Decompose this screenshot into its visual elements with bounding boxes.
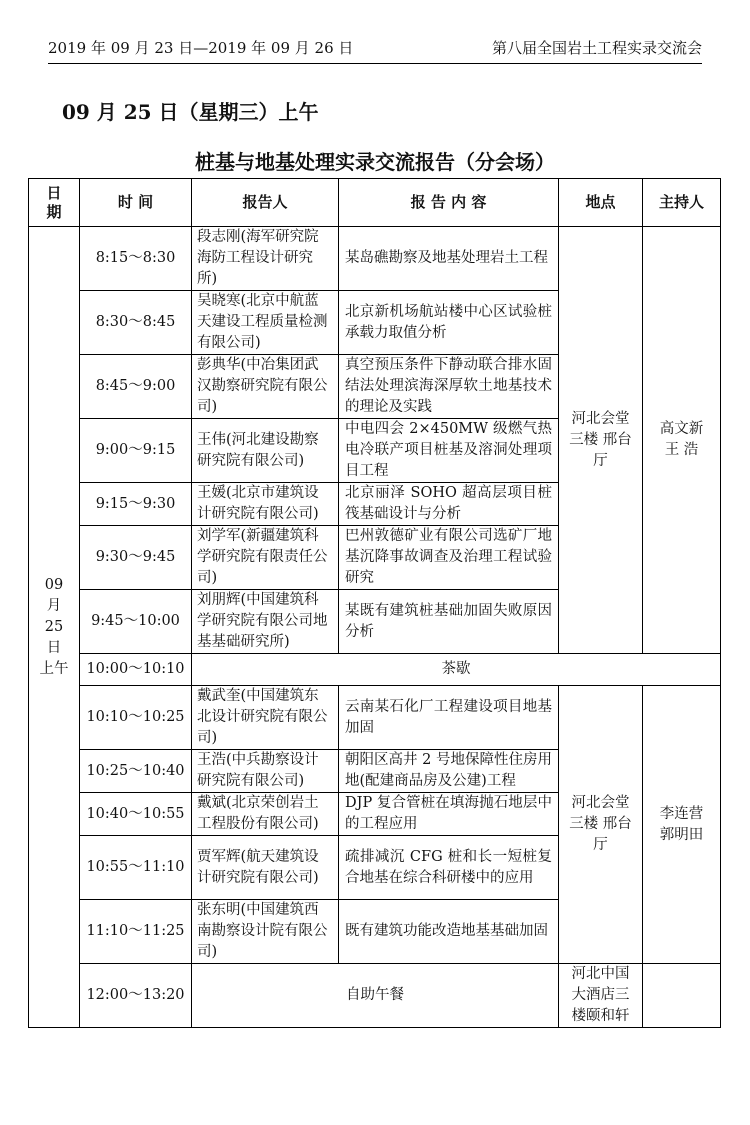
page-header — [48, 36, 702, 64]
venue-cell — [559, 227, 643, 654]
venue-text: 河北会堂 三楼 邢台厅 — [569, 795, 632, 853]
speaker-cell: 王浩(中兵勘察设计研究院有限公司) — [192, 750, 339, 793]
speaker-cell: 张东明(中国建筑西南勘察设计院有限公司) — [192, 900, 339, 964]
lunch-venue-text: 河北中国大酒店三楼颐和轩 — [571, 966, 630, 1024]
topic-cell: 巴州敦德矿业有限公司选矿厂地基沉降事故调查及治理工程试验研究 — [339, 526, 559, 590]
speaker-cell: 彭典华(中冶集团武汉勘察研究院有限公司) — [192, 355, 339, 419]
time-cell: 9:30～9:45 — [80, 526, 192, 590]
table-row-lunch — [29, 964, 721, 1028]
time-cell: 8:30～8:45 — [80, 291, 192, 355]
time-cell: 10:10～10:25 — [80, 686, 192, 750]
column-header-content: 报 告 内 容 — [339, 179, 559, 227]
time-cell: 8:15～8:30 — [80, 227, 192, 291]
speaker-cell: 吴晓寒(北京中航蓝天建设工程质量检测有限公司) — [192, 291, 339, 355]
topic-cell: 某岛礁勘察及地基处理岩土工程 — [339, 227, 559, 291]
time-cell: 10:25～10:40 — [80, 750, 192, 793]
topic-cell: 朝阳区高井 2 号地保障性住房用地(配建商品房及公建)工程 — [339, 750, 559, 793]
topic-cell: 真空预压条件下静动联合排水固结法处理滨海深厚软土地基技术的理论及实践 — [339, 355, 559, 419]
lunch-venue-cell — [559, 964, 643, 1028]
speaker-cell: 刘朋辉(中国建筑科学研究院有限公司地基基础研究所) — [192, 590, 339, 654]
speaker-cell: 段志刚(海军研究院海防工程设计研究所) — [192, 227, 339, 291]
time-cell: 10:00～10:10 — [80, 654, 192, 686]
column-header-host: 主持人 — [643, 179, 721, 227]
speaker-cell: 刘学军(新疆建筑科学研究院有限责任公司) — [192, 526, 339, 590]
time-cell: 9:45～10:00 — [80, 590, 192, 654]
column-header-date: 日 期 — [29, 179, 80, 227]
speaker-cell: 戴武奎(中国建筑东北设计研究院有限公司) — [192, 686, 339, 750]
host-cell — [643, 686, 721, 964]
time-cell: 10:40～10:55 — [80, 793, 192, 836]
header-conference: 第八届全国岩土工程实录交流会 — [491, 39, 702, 57]
topic-cell: 北京新机场航站楼中心区试验桩承载力取值分析 — [339, 291, 559, 355]
tea-break-cell: 茶歇 — [192, 654, 721, 686]
header-dates: 2019 年 09 月 23 日—2019 年 09 月 26 日 — [48, 39, 354, 57]
host-text: 高文新 王 浩 — [659, 421, 704, 458]
speaker-cell: 贾军辉(航天建筑设计研究院有限公司) — [192, 836, 339, 900]
table-title: 桩基与地基处理实录交流报告（分会场） — [195, 150, 555, 174]
venue-cell — [559, 686, 643, 964]
time-cell: 11:10～11:25 — [80, 900, 192, 964]
table-row — [29, 686, 721, 750]
date-cell — [29, 227, 80, 1028]
time-cell: 8:45～9:00 — [80, 355, 192, 419]
venue-text: 河北会堂 三楼 邢台厅 — [569, 410, 632, 469]
table-row-break — [29, 654, 721, 686]
topic-cell: 某既有建筑桩基础加固失败原因分析 — [339, 590, 559, 654]
speaker-cell: 王媛(北京市建筑设计研究院有限公司) — [192, 483, 339, 526]
host-cell — [643, 227, 721, 654]
column-header-venue: 地点 — [559, 179, 643, 227]
column-header-speaker: 报告人 — [192, 179, 339, 227]
time-cell: 9:15～9:30 — [80, 483, 192, 526]
topic-cell: DJP 复合管桩在填海抛石地层中的工程应用 — [339, 793, 559, 836]
session-heading: 09 月 25 日（星期三）上午 — [62, 100, 319, 124]
topic-cell: 北京丽泽 SOHO 超高层项目桩筏基础设计与分析 — [339, 483, 559, 526]
time-cell: 10:55～11:10 — [80, 836, 192, 900]
topic-cell: 云南某石化厂工程建设项目地基加固 — [339, 686, 559, 750]
host-text: 李连营 郭明田 — [659, 805, 704, 843]
topic-cell: 中电四会 2×450MW 级燃气热电冷联产项目桩基及溶洞处理项目工程 — [339, 419, 559, 483]
schedule-table — [28, 178, 721, 1028]
date-text: 09 月 25 日 上午 — [39, 576, 69, 677]
speaker-cell: 戴斌(北京荣创岩土工程股份有限公司) — [192, 793, 339, 836]
table-header-row — [29, 179, 721, 227]
time-cell: 9:00～9:15 — [80, 419, 192, 483]
table-row — [29, 227, 721, 291]
topic-cell: 疏排减沉 CFG 桩和长一短桩复合地基在综合科研楼中的应用 — [339, 836, 559, 900]
empty-host-cell — [643, 964, 721, 1028]
speaker-cell: 王伟(河北建设勘察研究院有限公司) — [192, 419, 339, 483]
topic-cell: 既有建筑功能改造地基基础加固 — [339, 900, 559, 964]
time-cell: 12:00～13:20 — [80, 964, 192, 1028]
lunch-cell: 自助午餐 — [192, 964, 559, 1028]
column-header-time: 时 间 — [80, 179, 192, 227]
